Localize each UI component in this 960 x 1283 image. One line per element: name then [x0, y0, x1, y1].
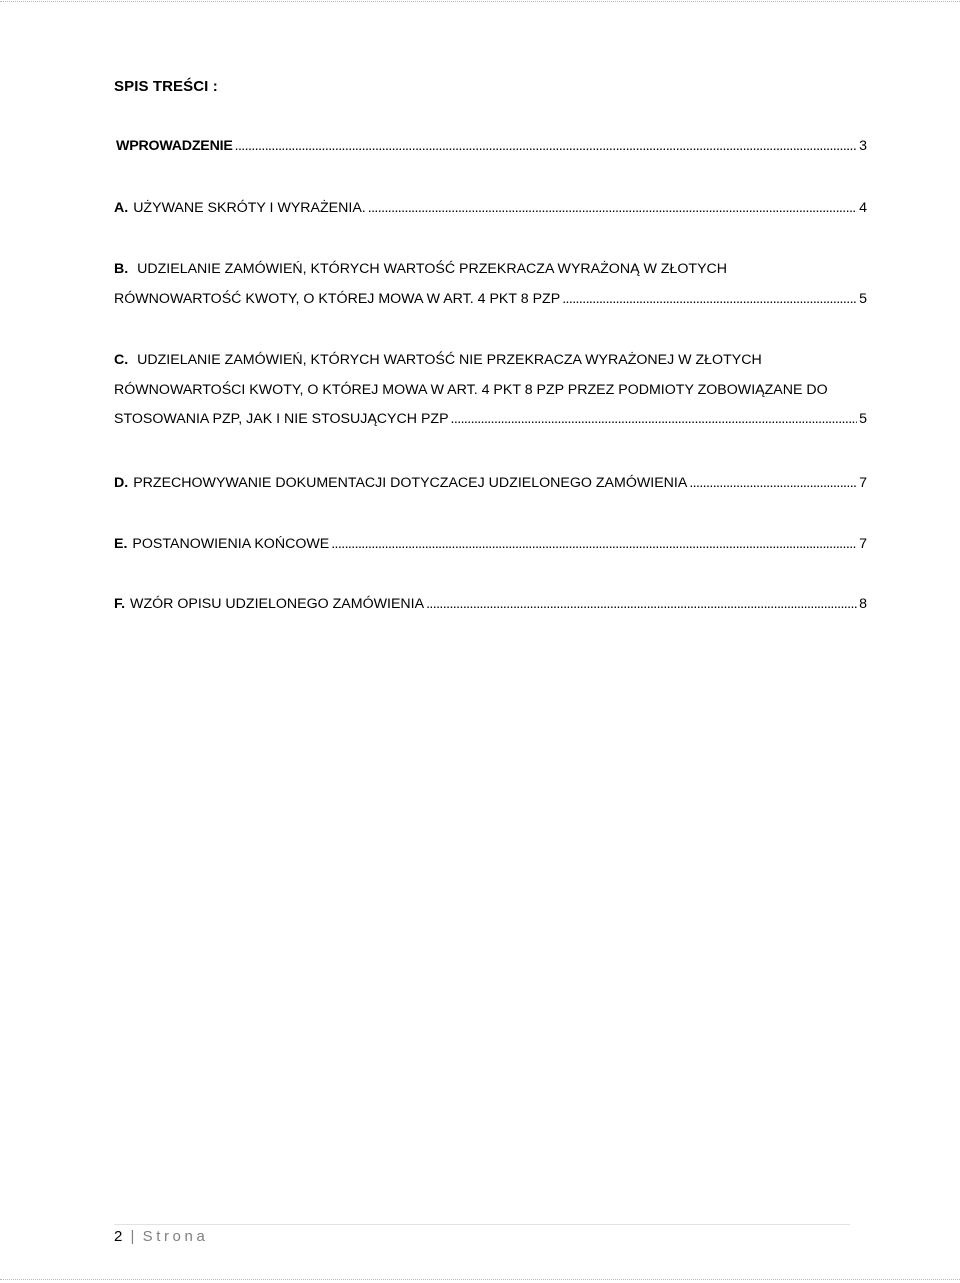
toc-page-number: 8: [859, 596, 867, 612]
toc-entry-prefix: D.: [114, 475, 129, 491]
toc-leader-dots: [426, 590, 857, 620]
toc-entry-e[interactable]: [114, 530, 867, 560]
footer-separator: |: [130, 1228, 135, 1245]
toc-entry-label: POSTANOWIENIA KOŃCOWE: [132, 536, 330, 552]
toc-page-number: 4: [859, 200, 867, 216]
toc-entry-label-line: UDZIELANIE ZAMÓWIEŃ, KTÓRYCH WARTOŚĆ NIE PRZEKRACZA WYRAŻONEJ W ZŁOTYCH: [137, 352, 762, 368]
toc-leader-dots: [689, 469, 857, 499]
toc-page-number: 5: [859, 290, 867, 307]
page-bottom-edge: [0, 1279, 960, 1280]
toc-entry-label: WZÓR OPISU UDZIELONEGO ZAMÓWIENIA: [130, 596, 425, 612]
toc-entry-label: RÓWNOWARTOŚĆ KWOTY, O KTÓREJ MOWA W ART. 4 PKT 8 PZP: [114, 290, 561, 307]
toc-entry-c[interactable]: [114, 346, 867, 435]
toc-entry-f[interactable]: [114, 590, 867, 620]
toc-entry-label: WPROWADZENIE: [116, 138, 233, 154]
toc-leader-dots: [562, 285, 857, 315]
toc-entry-label-line: UDZIELANIE ZAMÓWIEŃ, KTÓRYCH WARTOŚĆ PRZEKRACZA WYRAŻONĄ W ZŁOTYCH: [137, 261, 728, 277]
toc-entry-label: STOSOWANIA PZP, JAK I NIE STOSUJĄCYCH PZP: [114, 411, 449, 427]
toc-entry-label: UŻYWANE SKRÓTY I WYRAŻENIA.: [133, 200, 366, 216]
page-top-edge: [0, 1, 960, 2]
toc-entry-prefix: A.: [114, 200, 129, 216]
toc-leader-dots: [235, 132, 857, 162]
toc-entry-prefix: F.: [114, 596, 126, 612]
toc-entry-d[interactable]: [114, 469, 867, 499]
toc-entry-label-line: RÓWNOWARTOŚCI KWOTY, O KTÓREJ MOWA W ART. 4 PKT 8 PZP PRZEZ PODMIOTY ZOBOWIĄZANE DO: [114, 381, 828, 398]
toc-page-number: 5: [859, 411, 867, 427]
toc-entry-prefix: B.: [114, 261, 129, 277]
footer-divider: [114, 1224, 850, 1225]
toc-entry-introduction[interactable]: [116, 132, 867, 162]
page-footer: [114, 1228, 208, 1245]
toc-page-number: 7: [859, 536, 867, 552]
toc-title: SPIS TREŚCI :: [114, 78, 218, 95]
toc-entry-prefix: C.: [114, 352, 129, 368]
footer-page-number: 2: [114, 1228, 123, 1245]
footer-page-label: Strona: [142, 1228, 209, 1245]
toc-entry-prefix: E.: [114, 536, 128, 552]
toc-leader-dots: [368, 194, 857, 224]
toc-entry-label: PRZECHOWYWANIE DOKUMENTACJI DOTYCZACEJ UDZIELONEGO ZAMÓWIENIA: [133, 475, 688, 491]
toc-page-number: 7: [859, 475, 867, 491]
toc-leader-dots: [451, 405, 858, 435]
toc-entry-b[interactable]: [114, 255, 867, 314]
toc-leader-dots: [331, 530, 857, 560]
toc-entry-a[interactable]: [114, 194, 867, 224]
toc-page-number: 3: [859, 138, 867, 154]
